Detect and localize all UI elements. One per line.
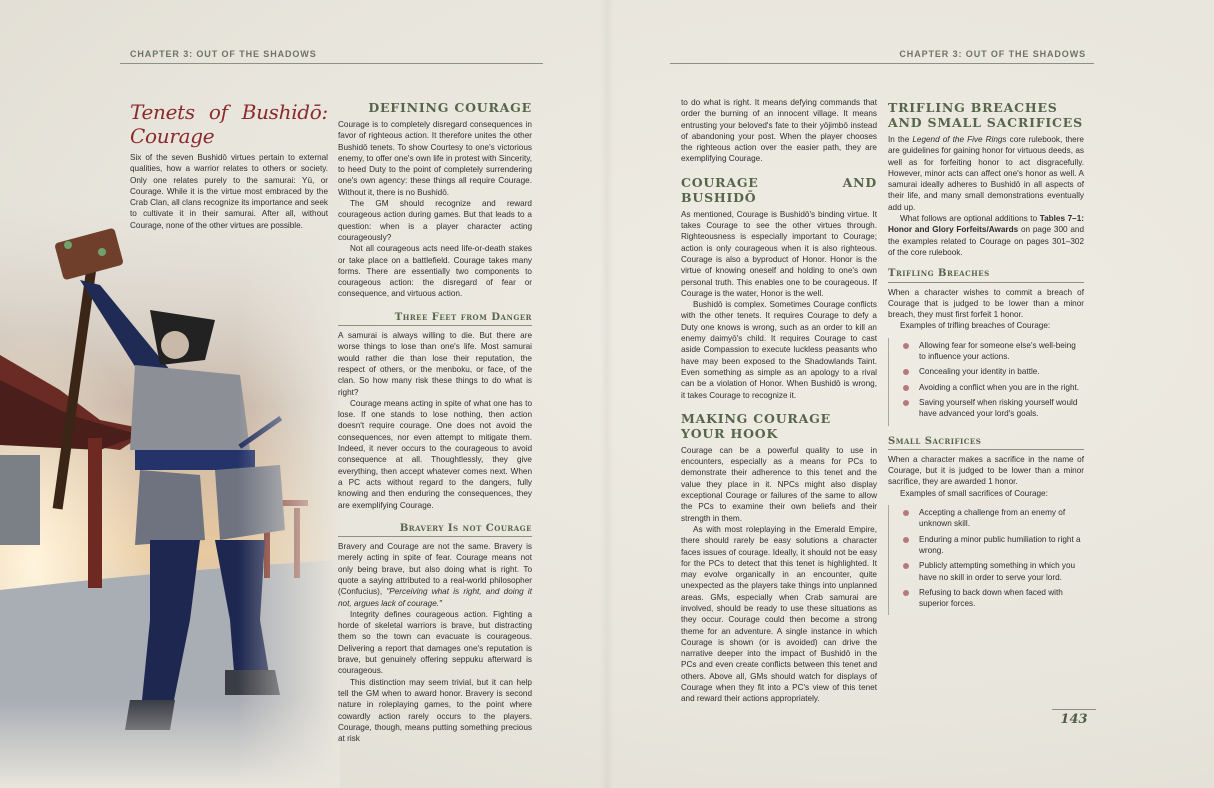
paragraph: Not all courageous acts need life-or-death stakes or take place on a battlefield. Courage takes many forms. There are essentially two components to courageous action: the disregard of fear or consequence, and virtuous action.: [338, 244, 532, 299]
paragraph: Courage is to completely disregard consequences in favor of righteous action. It therefore unites the other Bushidō tenets. To show Courtesy to one's victorious enemy, to offer one's own life in protest with Sincerity, to heed Duty to the point of completely surrendering one's own agency: these things all require Courage. Without it, there is no Bushidō.: [338, 120, 532, 197]
confucius-quote: "Perceiving what is right, and doing it not, argues lack of courage.": [338, 587, 532, 608]
list-item: Accepting a challenge from an enemy of unknown skill.: [903, 507, 1084, 530]
header-rule-right: [670, 63, 1094, 64]
page-gutter: [600, 0, 614, 788]
heading-trifling-breaches: Trifling Breaches: [888, 268, 1084, 282]
column-4: [888, 100, 1084, 615]
column-2: [338, 100, 532, 744]
paragraph: to do what is right. It means defying commands that order the burning of an innocent village. It means entrusting your beloved's fate to their yōjimbō instead of abandoning your post. When the player chooses the righteous action over the easier path, they are exemplifying Courage.: [681, 98, 877, 164]
paragraph: Bravery and Courage are not the same. Bravery is merely acting in spite of fear. Courage means not only being brave, but also doing what is right. To quote a saying attributed to a real-world philosopher (Confucius), "Perceiving what is right, and doing it not, argues lack of courage.": [338, 542, 532, 608]
list-item: Refusing to back down when faced with superior forces.: [903, 587, 1084, 610]
running-head-right: CHAPTER 3: OUT OF THE SHADOWS: [899, 49, 1086, 59]
paragraph: When a character makes a sacrifice in the name of Courage, but it is judged to be lower than a minor sacrifice, they are awarded 1 honor.: [888, 454, 1084, 487]
paragraph: As with most roleplaying in the Emerald Empire, there should rarely be easy solutions a character faces issues of courage. Ideally, it should not be easy for the PCs to detect that this tenet is highlighted. It may evolve organically in an encounter, quite unexpected as the players take things into unplanned areas. GMs, especially when Crab samurai are involved, should be ready to use these situations as they occur. Courage could then become a strong theme for an adventure. A single instance in which Courage is shown (or is avoided) can drive the narrative deeper into the impact of Bushidō in the PCs and even create conflicts between this tenet and others. Above all, GMs should watch for displays of Courage when they fit into a PC's view of this tenet and reward their actions appropriately.: [681, 524, 877, 704]
samurai-illustration: [0, 200, 340, 788]
paragraph: Examples of trifling breaches of Courage:: [900, 321, 1051, 331]
list-item: Publicly attempting something in which you have no skill in order to serve your lord.: [903, 560, 1084, 583]
small-sacrifices-list: [888, 505, 1084, 615]
heading-bravery-is-not-courage: Bravery Is not Courage: [338, 523, 532, 537]
paragraph: Bushidō is complex. Sometimes Courage conflicts with the other tenets. It requires Courage to defy a Duty one knows is wrong, such as an order to kill an enemy daimyō's child. It requires Courage to cast aside Compassion to execute luckless peasants who have may been exposed to the Shadowlands Taint. Even something as simple as an apology to a rival can be a violation of Honor. When Bushidō is wrong, it takes Courage to recognize it.: [681, 300, 877, 400]
heading-defining-courage: DEFINING COURAGE: [368, 100, 532, 115]
column-3: [681, 97, 877, 705]
page-number-rule: [1052, 709, 1096, 710]
sidebar-title: Tenets of Bushidō: Courage: [130, 100, 328, 148]
heading-making-courage-your-hook: MAKING COURAGE YOUR HOOK: [681, 410, 831, 441]
paragraph: When a character wishes to commit a breach of Courage that is judged to be lower than a minor breach, they must first forfeit 1 honor.: [888, 287, 1084, 320]
paragraph: Courage means acting in spite of what one has to lose. If one stands to lose nothing, then action doesn't require courage. One does not avoid the consequences, nor even attempt to mitigate them. Indeed, it never occurs to the courageous to avoid consequence at all. Thoughtlessly, they give everything, then accept whatever comes next. When a PC acts without regard to the dangers, fully knowing and then enduring the consequences, they are exemplifying Courage.: [338, 398, 532, 510]
paragraph: Integrity defines courageous action. Fighting a horde of skeletal warriors is brave, but distracting them so the town can evacuate is courageous. Delivering a report that damages one's reputation is brave, but genuinely offering seppuku afterward is courageous.: [338, 609, 532, 676]
paragraph: As mentioned, Courage is Bushidō's binding virtue. It takes Courage to see the other virtues through. Righteousness is especially important to Courage; action is only courageous when it is also righteous. Courage is also a byproduct of Honor. Honor is the virtue of knowing oneself and holding to one's own personal truth. This enables one to be courageous. If Courage is the water, Honor is the well.: [681, 209, 877, 298]
running-head-left: CHAPTER 3: OUT OF THE SHADOWS: [130, 49, 317, 59]
page-number: 143: [1060, 712, 1088, 727]
list-item: Enduring a minor public humiliation to right a wrong.: [903, 534, 1084, 557]
list-item: Allowing fear for someone else's well-being to influence your actions.: [903, 340, 1084, 363]
paragraph: The GM should recognize and reward courageous action during games. But that leads to a question: when is a player character acting courageously?: [338, 199, 532, 242]
list-item: Saving yourself when risking yourself would have advanced your lord's goals.: [903, 397, 1084, 420]
sidebar-tenets-courage: [130, 100, 328, 231]
heading-trifling-breaches-and-small-sacrifices: TRIFLING BREACHES AND SMALL SACRIFICES: [888, 100, 1083, 130]
list-item: Concealing your identity in battle.: [903, 366, 1084, 377]
paragraph: What follows are optional additions to Tables 7–1: Honor and Glory Forfeits/Awards on page 300 and the examples related to Courage on pages 301–302 of the core rulebook.: [888, 214, 1085, 257]
trifling-breaches-list: [888, 338, 1084, 426]
paragraph: This distinction may seem trivial, but it can help tell the GM when to award honor. Bravery is second nature in roleplaying games, to the point where cowardly action rarely occurs to the players. Courage, though, means putting something precious at risk: [338, 677, 532, 744]
heading-three-feet-from-danger: Three Feet from Danger: [338, 312, 532, 326]
paragraph: In the Legend of the Five Rings core rulebook, there are guidelines for gaining honor for virtuous deeds, as well as for forfeiting honor to act disgracefully. However, minor acts can affect one's honor as well. A samurai ideally adheres to Bushidō in all aspects of their life, and many small demonstrations eventually add up.: [888, 135, 1084, 212]
heading-courage-and-bushido: COURAGE AND BUSHIDŌ: [681, 174, 877, 205]
paragraph: Examples of small sacrifices of Courage:: [900, 488, 1048, 498]
heading-small-sacrifices: Small Sacrifices: [888, 436, 1084, 450]
list-item: Avoiding a conflict when you are in the right.: [903, 382, 1084, 393]
sidebar-body: Six of the seven Bushidō virtues pertain to external qualities, how a warrior relates to others or society. Only one relates purely to the samurai: Yū, or Courage. While it is the virtue most embraced by the Crab Clan, all clans recognize its importance and seek to cultivate it in their samurai. After all, without Courage, none of the other virtues are possible.: [130, 153, 328, 230]
paragraph: A samurai is always willing to die. But there are worse things to lose than one's life. Most samurai would rather die than lose their reputation, the respect of others, or the menboku, or face, of the clan. So how many risk these things to do what is right?: [338, 331, 532, 397]
paragraph: Courage can be a powerful quality to use in encounters, especially as a means for PCs to demonstrate their adherence to this tenet and the value they place in it. NPCs might also display exceptional Courage or failures of the same to allow the PCs to examine their own beliefs and their strength in them.: [681, 445, 877, 523]
header-rule-left: [120, 63, 543, 64]
table-reference: Tables 7–1: Honor and Glory Forfeits/Awards: [888, 214, 1084, 235]
